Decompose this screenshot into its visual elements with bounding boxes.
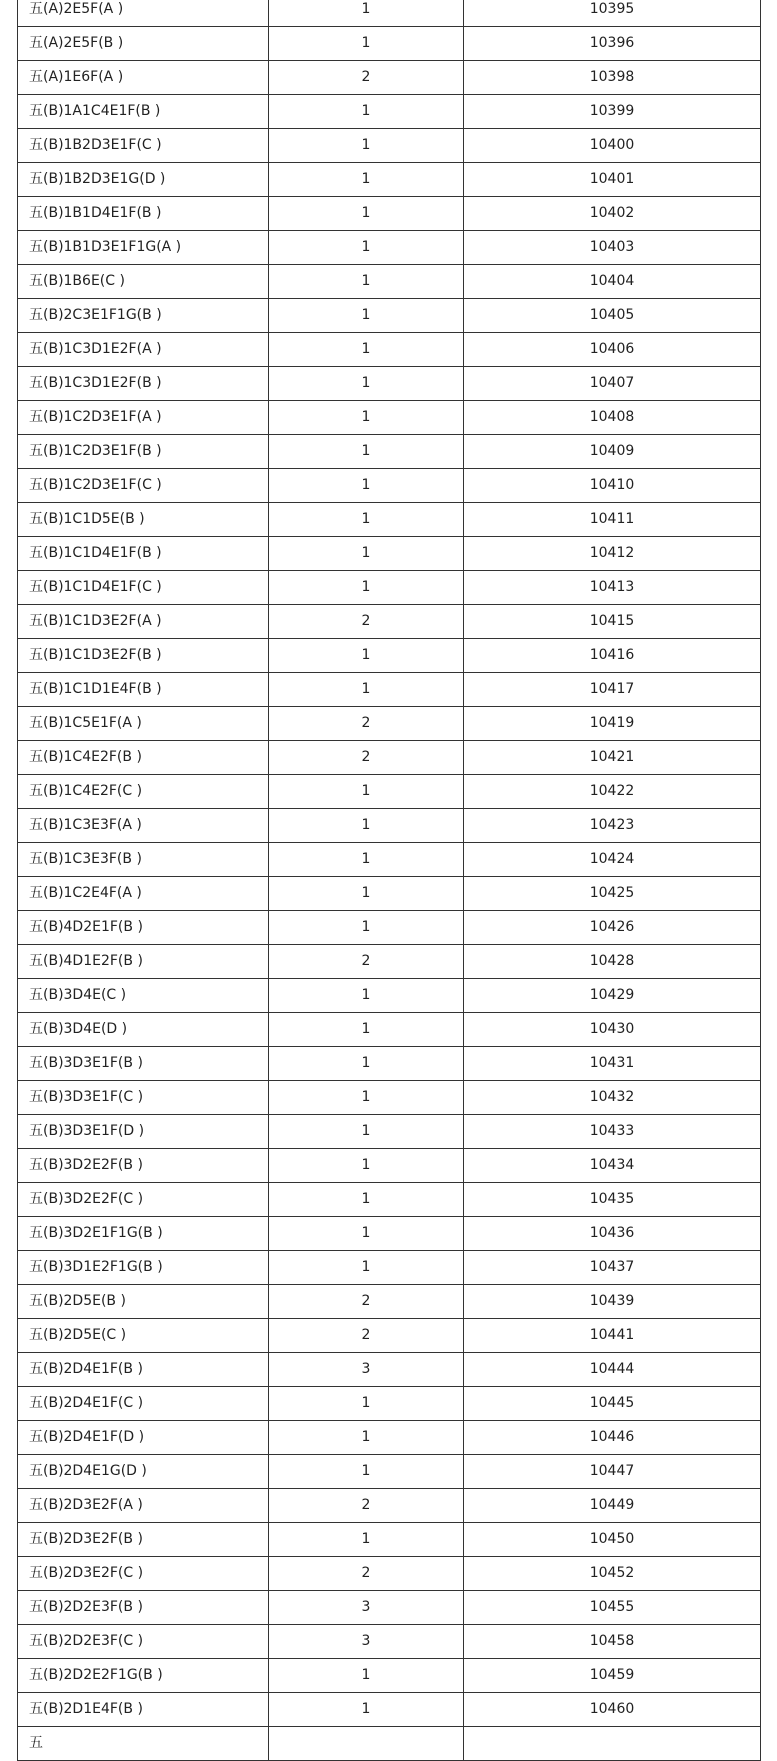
- table-body: [18, 0, 761, 1761]
- table-row: [18, 1455, 761, 1489]
- row-name-cell: 五(B)3D4E(D ): [18, 1013, 269, 1047]
- row-name-cell: 五(B)2D2E2F1G(B ): [18, 1659, 269, 1693]
- row-name-cell: 五(B)1C3E3F(B ): [18, 843, 269, 877]
- row-id-cell: 10399: [464, 95, 761, 129]
- row-name-cell: 五(B)4D2E1F(B ): [18, 911, 269, 945]
- row-name-cell: 五(B)4D1E2F(B ): [18, 945, 269, 979]
- row-count-cell: 2: [269, 605, 464, 639]
- row-name-cell: 五(B)1C1D4E1F(B ): [18, 537, 269, 571]
- row-count-cell: 1: [269, 1183, 464, 1217]
- row-count-cell: 1: [269, 435, 464, 469]
- row-name-cell: 五(B)2D4E1F(B ): [18, 1353, 269, 1387]
- row-name-cell: 五(B)1A1C4E1F(B ): [18, 95, 269, 129]
- row-name-cell: 五(B)1C3D1E2F(A ): [18, 333, 269, 367]
- table-row: [18, 775, 761, 809]
- table-row: [18, 129, 761, 163]
- table-row: [18, 231, 761, 265]
- row-count-cell: 1: [269, 163, 464, 197]
- row-count-cell: 1: [269, 1455, 464, 1489]
- table-row: [18, 1557, 761, 1591]
- row-id-cell: 10439: [464, 1285, 761, 1319]
- row-count-cell: 1: [269, 1217, 464, 1251]
- table-row: [18, 1489, 761, 1523]
- row-name-cell: 五(B)3D3E1F(D ): [18, 1115, 269, 1149]
- row-name-cell: 五(B)1C2D3E1F(B ): [18, 435, 269, 469]
- row-name-cell: 五(B)3D2E1F1G(B ): [18, 1217, 269, 1251]
- row-count-cell: 3: [269, 1353, 464, 1387]
- table-row: [18, 639, 761, 673]
- data-table: [17, 0, 761, 1761]
- row-id-cell: 10405: [464, 299, 761, 333]
- row-id-cell: 10412: [464, 537, 761, 571]
- table-row: [18, 95, 761, 129]
- row-name-cell: 五(B)1C1D4E1F(C ): [18, 571, 269, 605]
- row-name-cell: 五(B)1C1D1E4F(B ): [18, 673, 269, 707]
- row-id-cell: 10430: [464, 1013, 761, 1047]
- row-name-cell: 五(A)2E5F(A ): [18, 0, 269, 27]
- row-count-cell: 1: [269, 129, 464, 163]
- row-id-cell: 10407: [464, 367, 761, 401]
- row-name-cell: 五(B)1C1D3E2F(B ): [18, 639, 269, 673]
- row-id-cell: 10435: [464, 1183, 761, 1217]
- row-id-cell: 10421: [464, 741, 761, 775]
- row-id-cell: 10406: [464, 333, 761, 367]
- row-id-cell: 10452: [464, 1557, 761, 1591]
- row-id-cell: 10444: [464, 1353, 761, 1387]
- table-row: [18, 1115, 761, 1149]
- row-name-cell: 五(B)3D1E2F1G(B ): [18, 1251, 269, 1285]
- row-count-cell: 2: [269, 61, 464, 95]
- table-row: [18, 809, 761, 843]
- table-row: [18, 1183, 761, 1217]
- table-row: [18, 197, 761, 231]
- row-name-cell: 五(B)2D2E3F(C ): [18, 1625, 269, 1659]
- table-row: [18, 1251, 761, 1285]
- row-id-cell: 10429: [464, 979, 761, 1013]
- row-count-cell: 1: [269, 1659, 464, 1693]
- row-id-cell: 10449: [464, 1489, 761, 1523]
- row-name-cell: 五(B)1B6E(C ): [18, 265, 269, 299]
- row-id-cell: 10437: [464, 1251, 761, 1285]
- row-count-cell: 1: [269, 299, 464, 333]
- row-count-cell: 1: [269, 979, 464, 1013]
- row-count-cell: 1: [269, 1387, 464, 1421]
- row-count-cell: 1: [269, 1421, 464, 1455]
- row-name-cell: 五(B)3D3E1F(C ): [18, 1081, 269, 1115]
- row-count-cell: 3: [269, 1591, 464, 1625]
- row-count-cell: 1: [269, 537, 464, 571]
- row-count-cell: 1: [269, 27, 464, 61]
- row-name-cell: 五(B)3D3E1F(B ): [18, 1047, 269, 1081]
- row-id-cell: 10403: [464, 231, 761, 265]
- table-row: [18, 673, 761, 707]
- row-name-cell: 五(B)2D3E2F(B ): [18, 1523, 269, 1557]
- row-name-cell: 五(B)1C3D1E2F(B ): [18, 367, 269, 401]
- table-row: [18, 1149, 761, 1183]
- row-name-cell: 五(B)1B2D3E1G(D ): [18, 163, 269, 197]
- row-count-cell: 1: [269, 1115, 464, 1149]
- row-count-cell: 2: [269, 1557, 464, 1591]
- row-name-cell: 五(A)2E5F(B ): [18, 27, 269, 61]
- table-row: [18, 61, 761, 95]
- row-count-cell: 1: [269, 1013, 464, 1047]
- row-name-cell: 五(B)1B1D4E1F(B ): [18, 197, 269, 231]
- table-row: [18, 1319, 761, 1353]
- row-name-cell: 五(B)2D4E1G(D ): [18, 1455, 269, 1489]
- row-id-cell: 10395: [464, 0, 761, 27]
- row-id-cell: 10458: [464, 1625, 761, 1659]
- table-row: [18, 537, 761, 571]
- row-id-cell: 10434: [464, 1149, 761, 1183]
- row-count-cell: 1: [269, 639, 464, 673]
- row-id-cell: 10441: [464, 1319, 761, 1353]
- row-count-cell: 1: [269, 503, 464, 537]
- row-name-cell: 五(B)1B2D3E1F(C ): [18, 129, 269, 163]
- row-count-cell: 1: [269, 265, 464, 299]
- table-row: [18, 1693, 761, 1727]
- row-count-cell: 2: [269, 741, 464, 775]
- row-count-cell: 1: [269, 1047, 464, 1081]
- table-row: [18, 163, 761, 197]
- row-count-cell: 1: [269, 197, 464, 231]
- row-id-cell: 10415: [464, 605, 761, 639]
- row-id-cell: 10425: [464, 877, 761, 911]
- table-row: [18, 1353, 761, 1387]
- table-row: [18, 945, 761, 979]
- row-id-cell: 10422: [464, 775, 761, 809]
- row-id-cell: 10400: [464, 129, 761, 163]
- row-count-cell: 3: [269, 1625, 464, 1659]
- table-row: [18, 299, 761, 333]
- row-count-cell: 1: [269, 571, 464, 605]
- row-name-cell: 五(B)3D4E(C ): [18, 979, 269, 1013]
- row-id-cell: 10433: [464, 1115, 761, 1149]
- row-count-cell: 1: [269, 911, 464, 945]
- row-count-cell: 2: [269, 1489, 464, 1523]
- row-count-cell: 1: [269, 333, 464, 367]
- table-row: [18, 469, 761, 503]
- row-id-cell: 10417: [464, 673, 761, 707]
- table-row: [18, 0, 761, 27]
- row-id-cell: 10436: [464, 1217, 761, 1251]
- row-count-cell: 1: [269, 1523, 464, 1557]
- table-row: [18, 1217, 761, 1251]
- table-row: [18, 1625, 761, 1659]
- table-row: [18, 877, 761, 911]
- row-id-cell: 10402: [464, 197, 761, 231]
- row-name-cell: 五(B)1C5E1F(A ): [18, 707, 269, 741]
- row-id-cell: 10410: [464, 469, 761, 503]
- row-id-cell: 10398: [464, 61, 761, 95]
- row-name-cell: 五(B)1C2D3E1F(C ): [18, 469, 269, 503]
- table-row: [18, 27, 761, 61]
- row-id-cell: 10419: [464, 707, 761, 741]
- row-name-cell: 五(B)2D3E2F(A ): [18, 1489, 269, 1523]
- row-id-cell: 10446: [464, 1421, 761, 1455]
- row-name-cell: 五(B)2D4E1F(C ): [18, 1387, 269, 1421]
- row-id-cell: 10428: [464, 945, 761, 979]
- row-count-cell: 1: [269, 231, 464, 265]
- row-id-cell: 10396: [464, 27, 761, 61]
- table-row: [18, 741, 761, 775]
- row-count-cell: 2: [269, 1319, 464, 1353]
- row-id-cell: 10426: [464, 911, 761, 945]
- row-id-cell: 10423: [464, 809, 761, 843]
- row-id-cell: 10401: [464, 163, 761, 197]
- table-row: [18, 1421, 761, 1455]
- row-count-cell: 1: [269, 469, 464, 503]
- row-name-cell: 五: [18, 1727, 269, 1761]
- table-row: [18, 605, 761, 639]
- row-count-cell: 2: [269, 945, 464, 979]
- row-count-cell: 1: [269, 843, 464, 877]
- table-row: [18, 503, 761, 537]
- row-name-cell: 五(B)2D1E4F(B ): [18, 1693, 269, 1727]
- row-name-cell: 五(B)3D2E2F(B ): [18, 1149, 269, 1183]
- table-row: [18, 1387, 761, 1421]
- row-count-cell: 1: [269, 1251, 464, 1285]
- table-row: [18, 707, 761, 741]
- row-name-cell: 五(B)2C3E1F1G(B ): [18, 299, 269, 333]
- table-row: [18, 843, 761, 877]
- row-name-cell: 五(B)1C2E4F(A ): [18, 877, 269, 911]
- row-count-cell: 1: [269, 673, 464, 707]
- row-id-cell: 10416: [464, 639, 761, 673]
- row-name-cell: 五(B)1B1D3E1F1G(A ): [18, 231, 269, 265]
- row-id-cell: 10432: [464, 1081, 761, 1115]
- row-id-cell: 10424: [464, 843, 761, 877]
- row-id-cell: 10460: [464, 1693, 761, 1727]
- row-count-cell: 1: [269, 877, 464, 911]
- table-row: [18, 1727, 761, 1761]
- row-name-cell: 五(B)1C4E2F(C ): [18, 775, 269, 809]
- row-count-cell: 1: [269, 1081, 464, 1115]
- row-id-cell: 10413: [464, 571, 761, 605]
- table-row: [18, 401, 761, 435]
- row-id-cell: 10408: [464, 401, 761, 435]
- row-count-cell: 1: [269, 95, 464, 129]
- table-row: [18, 1591, 761, 1625]
- table-row: [18, 1285, 761, 1319]
- row-id-cell: [464, 1727, 761, 1761]
- table-row: [18, 1013, 761, 1047]
- row-count-cell: 1: [269, 775, 464, 809]
- row-id-cell: 10450: [464, 1523, 761, 1557]
- row-count-cell: 1: [269, 1149, 464, 1183]
- row-count-cell: 2: [269, 1285, 464, 1319]
- table-row: [18, 911, 761, 945]
- row-count-cell: 1: [269, 1693, 464, 1727]
- table-row: [18, 333, 761, 367]
- table-row: [18, 265, 761, 299]
- row-name-cell: 五(B)1C2D3E1F(A ): [18, 401, 269, 435]
- row-name-cell: 五(B)1C3E3F(A ): [18, 809, 269, 843]
- table-row: [18, 1523, 761, 1557]
- table-row: [18, 979, 761, 1013]
- table-row: [18, 435, 761, 469]
- row-name-cell: 五(B)3D2E2F(C ): [18, 1183, 269, 1217]
- row-name-cell: 五(B)1C1D5E(B ): [18, 503, 269, 537]
- row-id-cell: 10455: [464, 1591, 761, 1625]
- data-table-container: [17, 0, 760, 1761]
- row-id-cell: 10431: [464, 1047, 761, 1081]
- table-row: [18, 1081, 761, 1115]
- table-row: [18, 1659, 761, 1693]
- row-count-cell: 1: [269, 367, 464, 401]
- row-id-cell: 10459: [464, 1659, 761, 1693]
- row-id-cell: 10409: [464, 435, 761, 469]
- table-row: [18, 367, 761, 401]
- row-count-cell: 2: [269, 707, 464, 741]
- table-row: [18, 571, 761, 605]
- table-row: [18, 1047, 761, 1081]
- row-count-cell: 1: [269, 401, 464, 435]
- row-name-cell: 五(B)2D2E3F(B ): [18, 1591, 269, 1625]
- row-name-cell: 五(A)1E6F(A ): [18, 61, 269, 95]
- row-count-cell: 1: [269, 0, 464, 27]
- row-name-cell: 五(B)2D4E1F(D ): [18, 1421, 269, 1455]
- row-name-cell: 五(B)2D5E(B ): [18, 1285, 269, 1319]
- row-count-cell: 1: [269, 809, 464, 843]
- row-id-cell: 10404: [464, 265, 761, 299]
- row-name-cell: 五(B)1C4E2F(B ): [18, 741, 269, 775]
- row-id-cell: 10447: [464, 1455, 761, 1489]
- row-count-cell: [269, 1727, 464, 1761]
- row-name-cell: 五(B)1C1D3E2F(A ): [18, 605, 269, 639]
- row-name-cell: 五(B)2D3E2F(C ): [18, 1557, 269, 1591]
- row-name-cell: 五(B)2D5E(C ): [18, 1319, 269, 1353]
- row-id-cell: 10445: [464, 1387, 761, 1421]
- row-id-cell: 10411: [464, 503, 761, 537]
